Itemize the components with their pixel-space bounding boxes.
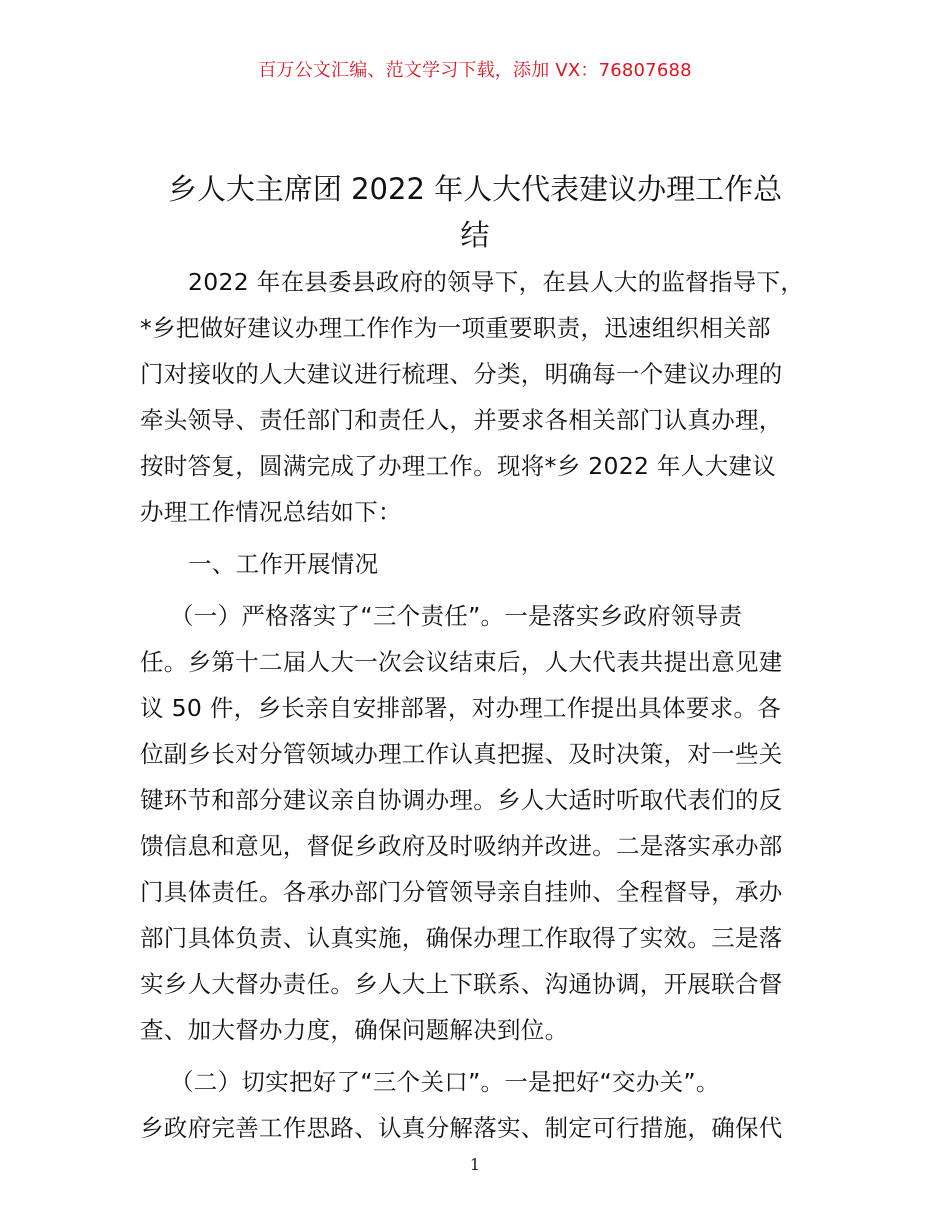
body-line: 查、加大督办力度，确保问题解决到位。	[140, 1016, 569, 1044]
body-line: 乡政府完善工作思路、认真分解落实、制定可行措施，确保代	[140, 1114, 783, 1142]
body-line: 实乡人大督办责任。乡人大上下联系、沟通协调，开展联合督	[140, 970, 783, 998]
body-line: 按时答复，圆满完成了办理工作。现将*乡 2022 年人大建议	[140, 452, 776, 480]
subsection-paragraph-start: （一）严格落实了“三个责任”。一是落实乡政府领导责	[170, 602, 743, 630]
section-heading: 一、工作开展情况	[188, 550, 379, 578]
body-line: 任。乡第十二届人大一次会议结束后，人大代表共提出意见建	[140, 648, 783, 676]
body-line: 牵头领导、责任部门和责任人，并要求各相关部门认真办理，	[140, 406, 783, 434]
body-line: 馈信息和意见，督促乡政府及时吸纳并改进。二是落实承办部	[140, 832, 783, 860]
subsection-paragraph-start: （二）切实把好了“三个关口”。一是把好“交办关”。	[170, 1068, 720, 1096]
body-line: 位副乡长对分管领域办理工作认真把握、及时决策，对一些关	[140, 740, 783, 768]
document-title-line-1: 乡人大主席团 2022 年人大代表建议办理工作总	[167, 172, 783, 206]
promo-header: 百万公文汇编、范文学习下载，添加 VX：76807688	[258, 60, 692, 81]
body-line: 键环节和部分建议亲自协调办理。乡人大适时听取代表们的反	[140, 786, 783, 814]
body-line: 门具体责任。各承办部门分管领导亲自挂帅、全程督导，承办	[140, 878, 783, 906]
body-line: 门对接收的人大建议进行梳理、分类，明确每一个建议办理的	[140, 360, 783, 388]
body-line: 议 50 件，乡长亲自安排部署，对办理工作提出具体要求。各	[140, 694, 782, 722]
body-line: 办理工作情况总结如下：	[140, 498, 402, 526]
body-line: 2022 年在县委县政府的领导下，在县人大的监督指导下，	[188, 268, 805, 296]
body-line: 部门具体负责、认真实施，确保办理工作取得了实效。三是落	[140, 924, 783, 952]
page-number: 1	[469, 1155, 481, 1174]
document-title-line-2: 结	[460, 218, 490, 252]
body-line: *乡把做好建议办理工作作为一项重要职责，迅速组织相关部	[140, 314, 771, 342]
